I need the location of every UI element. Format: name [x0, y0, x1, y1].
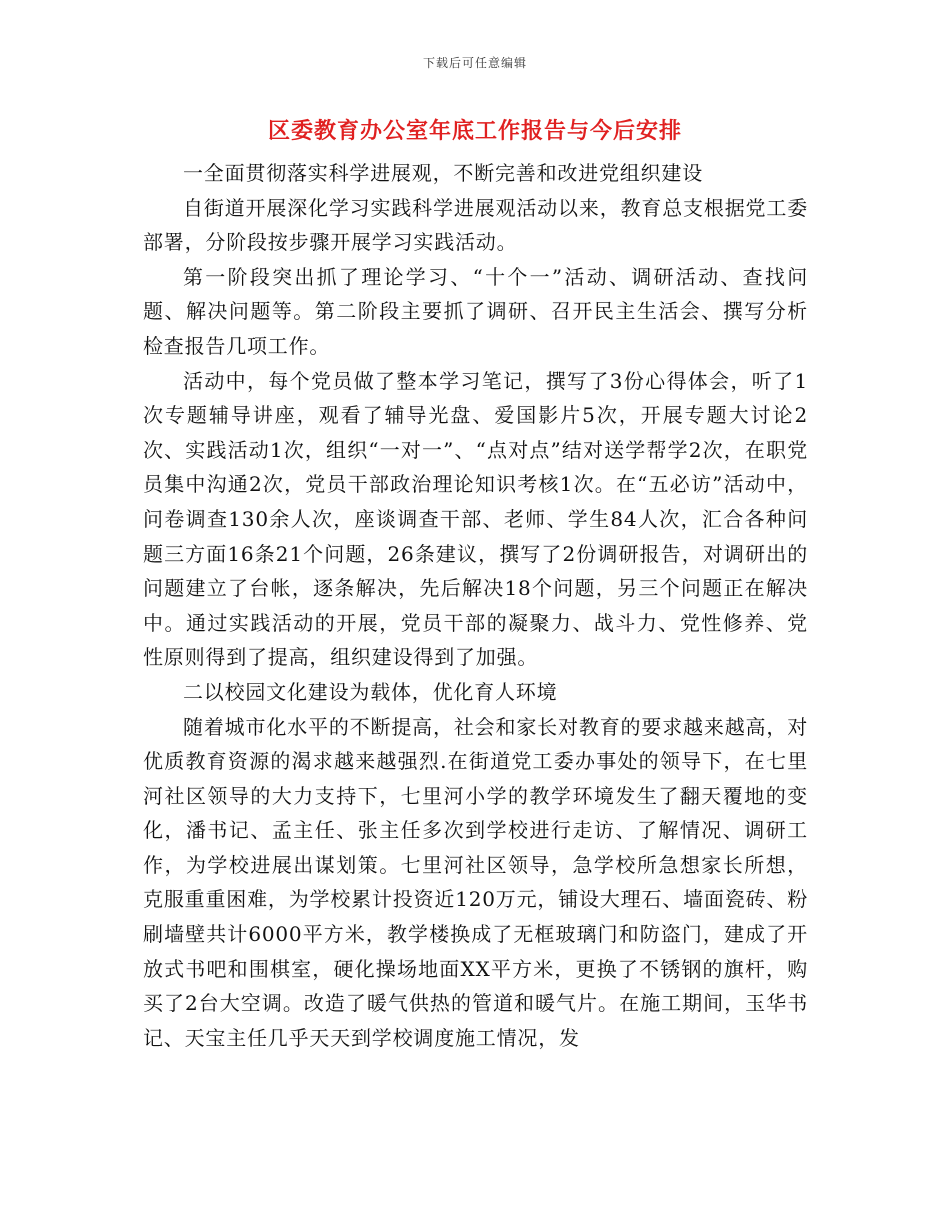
- body-paragraph: 活动中，每个党员做了整本学习笔记，撰写了3份心得体会，听了1次专题辅导讲座，观看了辅导光盘、爱国影片5次，开展专题大讨论2次、实践活动1次，组织“一对一”、“点对点”结对送学帮学2次，在职党员集中沟通2次，党员干部政治理论知识考核1次。在“五必访”活动中，问卷调查130余人次，座谈调查干部、老师、学生84人次，汇合各种问题三方面16条21个问题，26条建议，撰写了2份调研报告，对调研出的问题建立了台帐，逐条解决，先后解决18个问题，另三个问题正在解决中。通过实践活动的开展，党员干部的凝聚力、战斗力、党性修养、党性原则得到了提高，组织建设得到了加强。: [143, 368, 808, 670]
- document-body: [143, 156, 808, 1055]
- document-title: 区委教育办公室年底工作报告与今后安排: [267, 118, 682, 144]
- section-heading-2: 二以校园文化建设为载体，优化育人环境: [183, 679, 558, 704]
- header-note: 下载后可任意编辑: [422, 56, 527, 70]
- body-paragraph: 第一阶段突出抓了理论学习、“十个一”活动、调研活动、查找问题、解决问题等。第二阶段主要抓了调研、召开民主生活会、撰写分析检查报告几项工作。: [143, 264, 808, 358]
- body-paragraph: 自街道开展深化学习实践科学进展观活动以来，教育总支根据党工委部署，分阶段按步骤开展学习实践活动。: [143, 195, 808, 255]
- section-heading-1: 一全面贯彻落实科学进展观，不断完善和改进党组织建设: [183, 161, 703, 185]
- body-paragraph: 随着城市化水平的不断提高，社会和家长对教育的要求越来越高，对优质教育资源的渴求越来越强烈.在街道党工委办事处的领导下，在七里河社区领导的大力支持下，七里河小学的教学环境发生了翻天覆地的变化，潘书记、孟主任、张主任多次到学校进行走访、了解情况、调研工作，为学校进展出谋划策。七里河社区领导，急学校所急想家长所想，克服重重困难，为学校累计投资近120万元，铺设大理石、墙面瓷砖、粉刷墙壁共计6000平方米，教学楼换成了无框玻璃门和防盗门，建成了开放式书吧和围棋室，硬化操场地面XX平方米，更换了不锈钢的旗杆，购买了2台大空调。改造了暖气供热的管道和暖气片。在施工期间，玉华书记、天宝主任几乎天天到学校调度施工情况，发: [143, 714, 808, 1050]
